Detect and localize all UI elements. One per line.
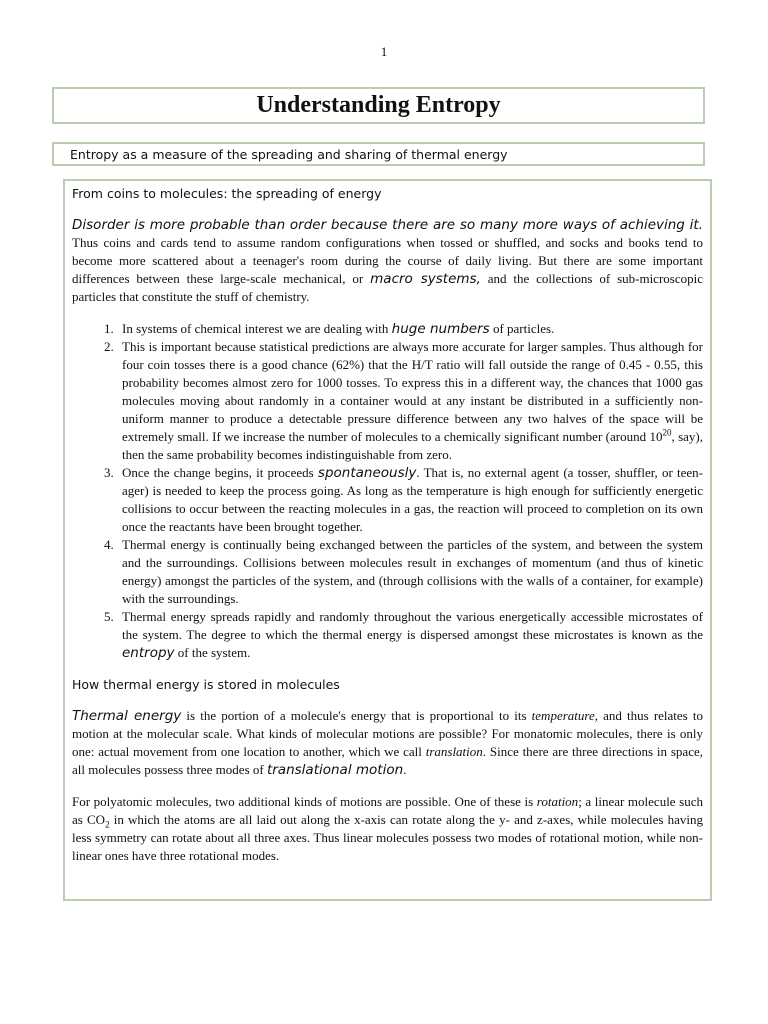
polyatomic-paragraph: For polyatomic molecules, two additional kinds of motions are possible. One of these is rotation; a linear molecule such as $CO_2$ in which the atoms are all laid out along the x-axis can rotate along the y- and z-axes, while molecules having less symmetry can rotate about all three axes. Thus linear molecules possess two modes of rotational motion, while non-linear ones have three rotational modes.: [72, 794, 704, 863]
emphasis-text: entropy: [122, 645, 175, 661]
emphasis-text: macro systems,: [370, 271, 481, 287]
italic-text: temperature,: [531, 708, 598, 723]
title-box: [52, 87, 705, 124]
section-heading-coins: From coins to molecules: the spreading of energy: [72, 186, 382, 201]
superscript: 20: [662, 427, 672, 438]
emphasis-text: Disorder is more probable than order because there are so many more ways of achieving it.: [72, 217, 703, 233]
paragraph-text: and the collections of sub-microscopic particles that constitute the stuff of chemistry.: [72, 271, 703, 304]
page-subtitle: Entropy as a measure of the spreading and sharing of thermal energy: [70, 147, 508, 162]
emphasis-text: translational motion: [266, 762, 404, 778]
emphasis-text: spontaneously: [317, 465, 417, 481]
page-title: Understanding Entropy: [256, 92, 501, 118]
numbered-list: [72, 320, 703, 662]
italic-text: rotation: [536, 794, 579, 809]
list-item: 3. Once the change begins, it proceeds spontaneously. That is, no external agent (a tosser, shuffler, or teen-ager) is needed to keep the process going. As long as the temperature is high enough for sufficiently energetic collisions to occur between the reacting molecules in a gas, the reaction will proceed to completion on its own once the reactants have been brought together.: [117, 464, 703, 536]
paragraph-text: Thus coins and cards tend to assume random configurations when tossed or shuffled, and socks and books tend to become more scattered about a teenager's room during the course of daily living. But there are some important differences between these large-scale mechanical, or: [72, 235, 703, 286]
section-heading-thermal: How thermal energy is stored in molecules: [72, 677, 340, 692]
intro-paragraph: [72, 216, 703, 306]
content-box: [63, 179, 712, 901]
emphasis-text: Thermal energy: [72, 708, 182, 724]
subscript: 2: [105, 819, 110, 830]
list-item: 5. Thermal energy spreads rapidly and randomly throughout the various energetically accessible microstates of the system. The degree to which the thermal energy is dispersed amongst these microstates is known as the entropy of the system.: [117, 608, 703, 662]
emphasis-text: huge numbers: [391, 321, 490, 337]
thermal-energy-paragraph: Thermal energy is the portion of a molecule's energy that is proportional to its temperature, and thus relates to motion at the molecular scale. What kinds of molecular motions are possible? For monatomic molecules, there is only one: actual movement from one location to another, which we call translation. Since there are three directions in space, all molecules possess three modes of translational motion.: [72, 708, 703, 778]
subtitle-box: [52, 142, 705, 166]
italic-text: translation: [425, 744, 483, 759]
list-item: 1. In systems of chemical interest we are dealing with huge numbers of particles.: [117, 320, 703, 338]
list-item: 4. Thermal energy is continually being exchanged between the particles of the system, and between the system and the surroundings. Collisions between molecules result in exchanges of momentum (and thus of kinetic energy) amongst the particles of the system, and (through collisions with the walls of a container, for example) with the surroundings.: [117, 536, 703, 608]
list-item: 2. This is important because statistical predictions are always more accurate for larger samples. Thus although for four coin tosses there is a good chance (62%) that the H/T ratio will fall outside the range of 0.45 - 0.55, this probability becomes almost zero for 1000 tosses. To express this in a different way, the chances that 1000 gas molecules moving about randomly in a container would at any instant be distributed in a sufficiently non-uniform manner to produce a detectable pressure difference between any two halves of the space will be extremely small. If we increase the number of molecules to a chemically significant number (around $10^{20}$, say), then the same probability becomes indistinguishable from zero.: [117, 338, 703, 464]
page-number: 1: [380, 44, 388, 59]
